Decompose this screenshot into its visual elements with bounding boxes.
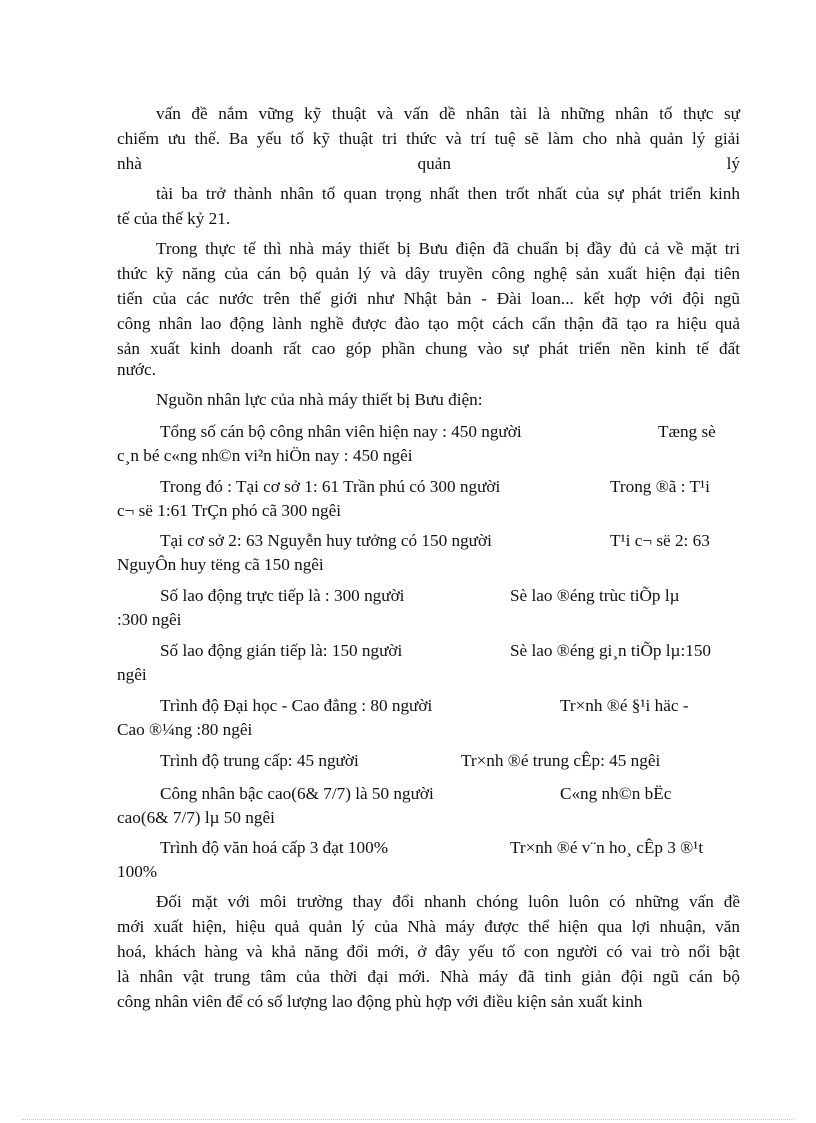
paragraph-2-line-3: tiến của các nước trên thế giới như Nhật bản - Đài loan... kết hợp với đội ngũ [117, 289, 740, 308]
item-site-2-legacy-cont: NguyÔn huy tëng cã 150 ngêi [117, 555, 324, 574]
item-education-level-legacy: Tr×nh ®é v¨n ho¸ cÊp 3 ®¹t [510, 838, 704, 857]
item-site-1-legacy: Trong ®ã : T¹i [610, 477, 710, 496]
paragraph-1-line-5: tế của thế kỷ 21. [117, 209, 231, 228]
item-education-level: Trình độ văn hoá cấp 3 đạt 100% [160, 838, 389, 857]
paragraph-3-line-4: là nhân vật trung tâm của thời đại mới. Nhà máy đã tinh giản đội ngũ cán bộ [117, 967, 740, 986]
item-indirect-labor: Số lao động gián tiếp là: 150 người [160, 641, 403, 660]
item-intermediate-legacy: Tr×nh ®é trung cÊp: 45 ngêi [461, 751, 661, 770]
item-senior-workers: Công nhân bậc cao(6& 7/7) là 50 người [160, 784, 434, 803]
item-university: Trình độ Đại học - Cao đẳng : 80 người [160, 696, 433, 715]
item-university-legacy: Tr×nh ®é §¹i häc - [560, 696, 689, 715]
paragraph-3-line-1: Đối mặt với môi trường thay đổi nhanh chóng luôn luôn có những vấn đề [156, 892, 740, 911]
item-senior-workers-legacy-cont: cao(6& 7/7) lµ 50 ngêi [117, 808, 275, 827]
item-direct-labor: Số lao động trực tiếp là : 300 người [160, 586, 405, 605]
paragraph-2-line-5: sản xuất kinh doanh rất cao góp phần chung vào sự phát triển nền kinh tế đất [117, 339, 740, 358]
word-ly: lý [726, 154, 740, 173]
word-nha: nhà [117, 154, 142, 173]
paragraph-1-line-3 [117, 152, 740, 176]
paragraph-1-line-4: tài ba trở thành nhân tố quan trọng nhất then trốt nhất của sự phát triển kinh [156, 184, 740, 203]
paragraph-3-line-3: hoá, khách hàng và khả năng đổi mới, ở đây yếu tố con người có vai trò nổi bật [117, 942, 740, 961]
item-senior-workers-legacy: C«ng nh©n bËc [560, 784, 672, 803]
paragraph-1-line-1: vấn đề nắm vững kỹ thuật và vấn dề nhân tài là những nhân tố thực sự [156, 104, 740, 123]
item-indirect-labor-legacy: Sè lao ®éng gi¸n tiÕp lµ:150 [510, 641, 712, 660]
item-site-1: Trong đó : Tại cơ sở 1: 61 Trần phú có 300 người [160, 477, 501, 496]
paragraph-3-line-2: mới xuất hiện, hiệu quả quản lý của Nhà máy được thể hiện qua lợi nhuận, văn [117, 917, 740, 936]
item-total-staff-legacy: Tæng sè [658, 422, 716, 441]
paragraph-3-line-5: công nhân viên để có số lượng lao động phù hợp với điều kiện sản xuất kinh [117, 992, 643, 1011]
paragraph-2-line-2: thức kỹ năng của cán bộ quản lý và dây truyền công nghệ sản xuất hiện đại tiên [117, 264, 740, 283]
item-university-legacy-cont: Cao ®¼ng :80 ngêi [117, 720, 253, 739]
word-quan: quản [417, 154, 451, 173]
paragraph-2-line-4: công nhân lao động lành nghề được đào tạo một cách cẩn thận đã tạo ra hiệu quả [117, 314, 740, 333]
item-site-2: Tại cơ sở 2: 63 Nguyễn huy tưởng có 150 người [160, 531, 492, 550]
item-direct-labor-legacy-cont: :300 ngêi [117, 610, 182, 629]
item-total-staff-legacy-cont: c¸n bé c«ng nh©n vi²n hiÖn nay : 450 ngêi [117, 446, 413, 465]
page-edge-divider [22, 1119, 794, 1120]
item-intermediate: Trình độ trung cấp: 45 người [160, 751, 359, 770]
item-education-level-legacy-cont: 100% [117, 862, 158, 881]
paragraph-1-line-2: chiếm ưu thế. Ba yếu tố kỹ thuật tri thức và trí tuệ sẽ làm cho nhà quản lý giải [117, 129, 740, 148]
item-site-1-legacy-cont: c¬ së 1:61 TrÇn phó cã 300 ngêi [117, 501, 342, 520]
item-indirect-labor-legacy-cont: ngêi [117, 665, 147, 684]
item-direct-labor-legacy: Sè lao ®éng trùc tiÕp lµ [510, 586, 680, 605]
item-total-staff: Tổng số cán bộ công nhân viên hiện nay : 450 người [160, 422, 522, 441]
paragraph-2-line-1: Trong thực tế thì nhà máy thiết bị Bưu điện đã chuẩn bị đầy đủ cả về mặt tri [156, 239, 740, 258]
item-site-2-legacy: T¹i c¬ së 2: 63 [610, 531, 710, 550]
paragraph-2-line-6: nước. [117, 360, 156, 379]
workforce-intro: Nguồn nhân lực của nhà máy thiết bị Bưu điện: [156, 390, 483, 409]
